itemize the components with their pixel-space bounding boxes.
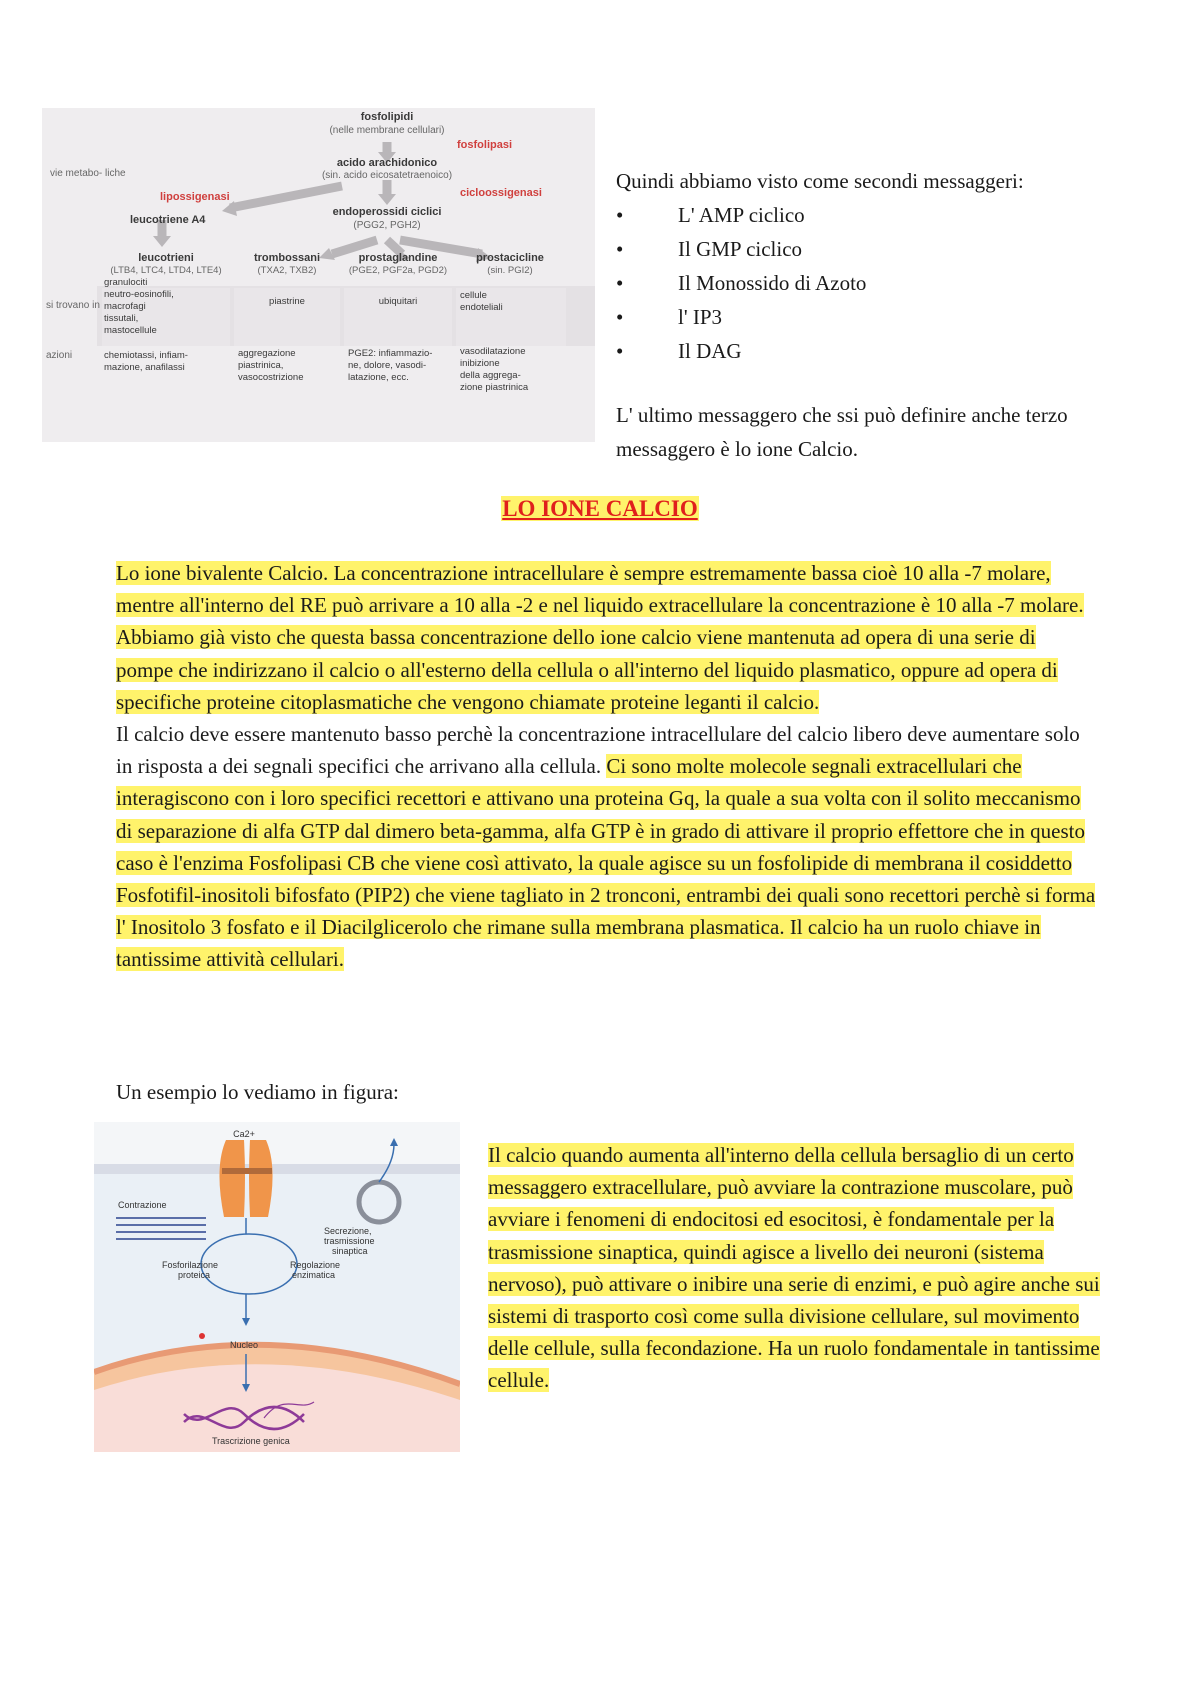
- fig1-eicosatetraenoic: (sin. acido eicosatetraenoico): [321, 170, 453, 181]
- fig1-leukotriene-a4: leucotriene A4: [130, 214, 206, 226]
- bullet-icon: •: [616, 339, 624, 363]
- fig1-col-action: latazione, ecc.: [348, 372, 409, 383]
- highlighted-text: Il calcio quando aumenta all'interno della cellula bersaglio di un certo messaggero extracellulare, può avviare la contrazione muscolare, può avviare i fenomeni di endocitosi ed esocitosi, è fondamentale per la trasmissione sinaptica, quindi agisce a livello dei neuroni (sistema nervoso),: [488, 1143, 1074, 1296]
- bullet-icon: •: [616, 305, 624, 329]
- fig1-side-label: vie metabo- liche: [50, 168, 126, 179]
- fig1-col-action: aggregazione: [238, 348, 296, 359]
- paragraph: [116, 718, 1096, 976]
- fig1-col-action: zione piastrinica: [460, 382, 529, 393]
- fig1-col-action: PGE2: infiammazio-: [348, 348, 433, 359]
- fig1-cyclooxygenase: cicloossigenasi: [460, 187, 542, 199]
- fig2-contraction: Contrazione: [118, 1200, 167, 1210]
- fig1-col-where: granulociti: [104, 277, 148, 288]
- fig1-col-sub: (sin. PGI2): [487, 265, 533, 276]
- fig1-col-where: piastrine: [269, 296, 305, 307]
- fig2-ca-label: Ca2+: [233, 1129, 255, 1139]
- list-lead: Quindi abbiamo visto come secondi messaggeri:: [616, 169, 1024, 193]
- fig1-side-label: azioni: [46, 350, 73, 361]
- fig1-col-action: vasodilatazione: [460, 346, 526, 357]
- fig2-regulation: enzimatica: [292, 1270, 336, 1280]
- section-heading: [0, 496, 1200, 522]
- fig1-col-action: ne, dolore, vasodi-: [348, 360, 427, 371]
- fig1-col-where: neutro-eosinofili,: [104, 289, 174, 300]
- fig2-secretion: trasmissione: [324, 1236, 375, 1246]
- fig1-lipoxygenase: lipossigenasi: [160, 191, 230, 203]
- list-item-text: l' IP3: [678, 305, 723, 329]
- highlighted-text: Lo ione bivalente Calcio. La concentrazione intracellulare è sempre estremamente bassa cioè 10 alla -7 molare, mentre all'interno del RE può arrivare a 10 alla -2 e nel liquido extracellulare la concentrazione è 10 alla -7 molare. Abbiamo già visto che questa bassa concentrazione dello ione calcio viene mantenuta ad opera di una serie di pompe che indirizzano il calcio o all'esterno della cellula o all'interno del liquido plasmatico, oppure ad opera di specifiche proteine citoplasmatiche che vengono chiamate proteine leganti il calcio.: [116, 561, 1084, 714]
- list-item: [616, 300, 1136, 334]
- arachidonic-acid-pathway-figure: [42, 108, 595, 442]
- fig2-transcription: Trascrizione genica: [212, 1436, 290, 1446]
- bullet-icon: •: [616, 271, 624, 295]
- example-caption: Un esempio lo vediamo in figura:: [116, 1080, 399, 1104]
- fig2-phosphorylation: Fosforilazione: [162, 1260, 219, 1270]
- list-item: [616, 334, 1136, 368]
- highlighted-text: può attivare o inibire una serie di enzimi, e può agire anche sui sistemi di trasporto così come sulla divisione cellulare, sul movimento delle cellule, sulla fecondazione. Ha un ruolo fondamentale in tantissime cellule.: [488, 1271, 1100, 1393]
- fig1-col-title: leucotrieni: [138, 252, 194, 264]
- fig1-col-action: della aggrega-: [460, 370, 521, 381]
- fig2-secretion: Secrezione,: [324, 1226, 372, 1236]
- fig1-arachidonic-acid: acido arachidonico: [336, 157, 438, 169]
- fig1-col-where: endoteliali: [460, 302, 503, 313]
- fig2-regulation: Regolazione: [290, 1260, 341, 1270]
- fig1-endoperoxides-sub: (PGG2, PGH2): [353, 220, 421, 231]
- fig1-side-label: si trovano in: [46, 300, 100, 311]
- bullet-icon: •: [616, 237, 624, 261]
- fig1-col-title: prostacicline: [476, 252, 544, 264]
- fig1-col-action: piastrinica,: [238, 360, 284, 371]
- fig2-nucleus: Nucleo: [230, 1340, 259, 1350]
- fig1-col-action: vasocostrizione: [238, 372, 304, 383]
- list-item-text: Il DAG: [678, 339, 742, 363]
- list-item: [616, 232, 1136, 266]
- fig1-col-where: macrofagi: [104, 301, 146, 312]
- list-item: [616, 266, 1136, 300]
- fig1-endoperoxides: endoperossidi ciclici: [332, 206, 442, 218]
- calcium-functions-figure: [94, 1122, 460, 1452]
- list-item-text: Il Monossido di Azoto: [678, 271, 867, 295]
- fig1-phospholipids: fosfolipidi: [360, 111, 414, 123]
- fig1-col-where: ubiquitari: [378, 296, 418, 307]
- main-text: [116, 557, 1096, 976]
- highlighted-text: Ci sono molte molecole segnali extracellulari che interagiscono con i loro specifici recettori e attivano una proteina Gq, la quale a sua volta con il solito meccanismo di separazione di alfa GTP dal dimero beta-gamma, alfa GTP è in grado di attivare il proprio effettore che in questo caso è l'enzima Fosfolipasi CB che viene così attivato, la quale agisce su un fosfolipide di membrana il cosiddetto Fosfotifil-inositoli bifosfato (PIP2) che viene tagliato in 2 tronconi, entrambi dei quali sono recettori perchè si forma l' Inositolo 3 fosfato e il Diacilglicerolo che rimane sulla membrana plasmatica. Il calcio ha un ruolo chiave in tantissime attività cellulari.: [116, 754, 1096, 972]
- list-item-text: Il GMP ciclico: [678, 237, 803, 261]
- fig1-col-action: chemiotassi, infiam-: [104, 350, 188, 361]
- list-item-text: L' AMP ciclico: [678, 203, 805, 227]
- second-messengers-list: [616, 164, 1136, 368]
- fig2-secretion: sinaptica: [332, 1246, 368, 1256]
- fig1-col-where: tissutali,: [104, 313, 139, 324]
- fig1-col-title: prostaglandine: [358, 252, 438, 264]
- fig1-col-sub: (PGE2, PGF2a, PGD2): [348, 265, 448, 276]
- list-item: [616, 198, 1136, 232]
- fig1-col-action: inibizione: [460, 358, 500, 369]
- fig1-membranes: (nelle membrane cellulari): [329, 125, 445, 136]
- calcium-functions-paragraph: [488, 1139, 1108, 1397]
- paragraph: [116, 557, 1096, 718]
- third-messenger-paragraph: L' ultimo messaggero che ssi può definire anche terzo messaggero è lo ione Calcio.: [616, 403, 1068, 461]
- fig1-col-sub: (TXA2, TXB2): [257, 265, 317, 276]
- fig1-phospholipase: fosfolipasi: [457, 139, 513, 151]
- fig1-col-action: mazione, anafilassi: [104, 362, 185, 373]
- fig1-col-where: cellule: [460, 290, 487, 301]
- section-heading-text: LO IONE CALCIO: [502, 496, 698, 521]
- bullet-icon: •: [616, 203, 624, 227]
- fig1-col-where: mastocellule: [104, 325, 157, 336]
- fig2-phosphorylation: proteica: [178, 1270, 211, 1280]
- fig1-col-sub: (LTB4, LTC4, LTD4, LTE4): [110, 265, 222, 276]
- fig1-col-title: trombossani: [253, 252, 321, 264]
- plain-text: Il calcio deve essere mantenuto basso perchè la concentrazione intracellulare del calcio libero deve aumentare solo in risposta a dei segnali specifici che arrivano alla cellula.: [116, 722, 1080, 779]
